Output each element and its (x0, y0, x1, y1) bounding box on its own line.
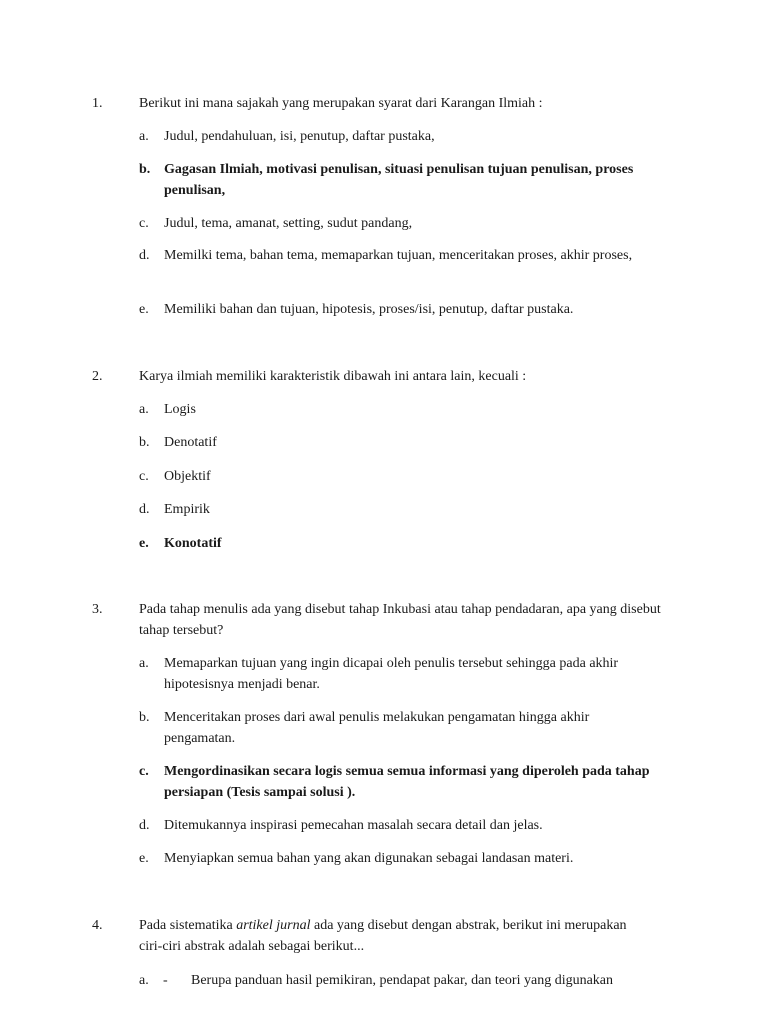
question-text (139, 915, 639, 957)
option-label: b. (139, 435, 150, 450)
question-number: 3. (92, 602, 103, 617)
question-number: 4. (92, 918, 103, 933)
option-text: Berupa panduan hasil pemikiran, pendapat pakar, dan teori yang digunakan (191, 973, 614, 988)
question-text-part: ada yang disebut dengan abstrak, berikut ini merupakan ciri-ciri abstrak adalah sebagai berikut... (139, 918, 627, 954)
option-label: e. (139, 536, 149, 551)
option-label: a. (139, 973, 149, 988)
option-text: Logis (164, 402, 196, 417)
option-label: e. (139, 851, 149, 866)
question-text: Pada tahap menulis ada yang disebut tahap Inkubasi atau tahap pendadaran, apa yang disebut tahap tersebut? (139, 602, 661, 638)
option-label: a. (139, 656, 149, 671)
option-label: d. (139, 818, 150, 833)
option-label: c. (139, 469, 149, 484)
option-label: d. (139, 502, 150, 517)
option-label: a. (139, 129, 149, 144)
option-label: c. (139, 216, 149, 231)
option-text: Memaparkan tujuan yang ingin dicapai oleh penulis tersebut sehingga pada akhir hipotesisnya menjadi benar. (164, 656, 619, 692)
question-number: 2. (92, 369, 103, 384)
option-label: e. (139, 302, 149, 317)
option-label: c. (139, 764, 149, 779)
question-number: 1. (92, 96, 103, 111)
option-text: Objektif (164, 469, 211, 484)
question-text: Karya ilmiah memiliki karakteristik dibawah ini antara lain, kecuali : (139, 369, 527, 384)
option-label: d. (139, 248, 150, 263)
option-text: Mengordinasikan secara logis semua semua informasi yang diperoleh pada tahap persiapan (Tesis sampai solusi ). (164, 764, 650, 800)
option-text: Memilki tema, bahan tema, memaparkan tujuan, menceritakan proses, akhir proses, (164, 248, 633, 263)
option-text: Gagasan Ilmiah, motivasi penulisan, situasi penulisan tujuan penulisan, proses penulisan, (164, 162, 634, 198)
question-text-italic: artikel jurnal (236, 918, 311, 933)
question-text: Berikut ini mana sajakah yang merupakan syarat dari Karangan Ilmiah : (139, 96, 543, 111)
option-text: Denotatif (164, 435, 217, 450)
option-text: Empirik (164, 502, 210, 517)
option-label: b. (139, 710, 150, 725)
question-text-part: Pada sistematika (139, 918, 237, 933)
option-text: Menceritakan proses dari awal penulis melakukan pengamatan hingga akhir pengamatan. (164, 710, 590, 746)
option-dash: - (163, 973, 168, 988)
option-text: Ditemukannya inspirasi pemecahan masalah secara detail dan jelas. (164, 818, 543, 833)
option-text: Konotatif (164, 536, 222, 551)
option-label: b. (139, 162, 151, 177)
option-label: a. (139, 402, 149, 417)
option-text: Judul, tema, amanat, setting, sudut pandang, (164, 216, 413, 231)
option-text: Memiliki bahan dan tujuan, hipotesis, proses/isi, penutup, daftar pustaka. (164, 302, 574, 317)
option-text: Judul, pendahuluan, isi, penutup, daftar pustaka, (164, 129, 435, 144)
option-text: Menyiapkan semua bahan yang akan digunakan sebagai landasan materi. (164, 851, 574, 866)
